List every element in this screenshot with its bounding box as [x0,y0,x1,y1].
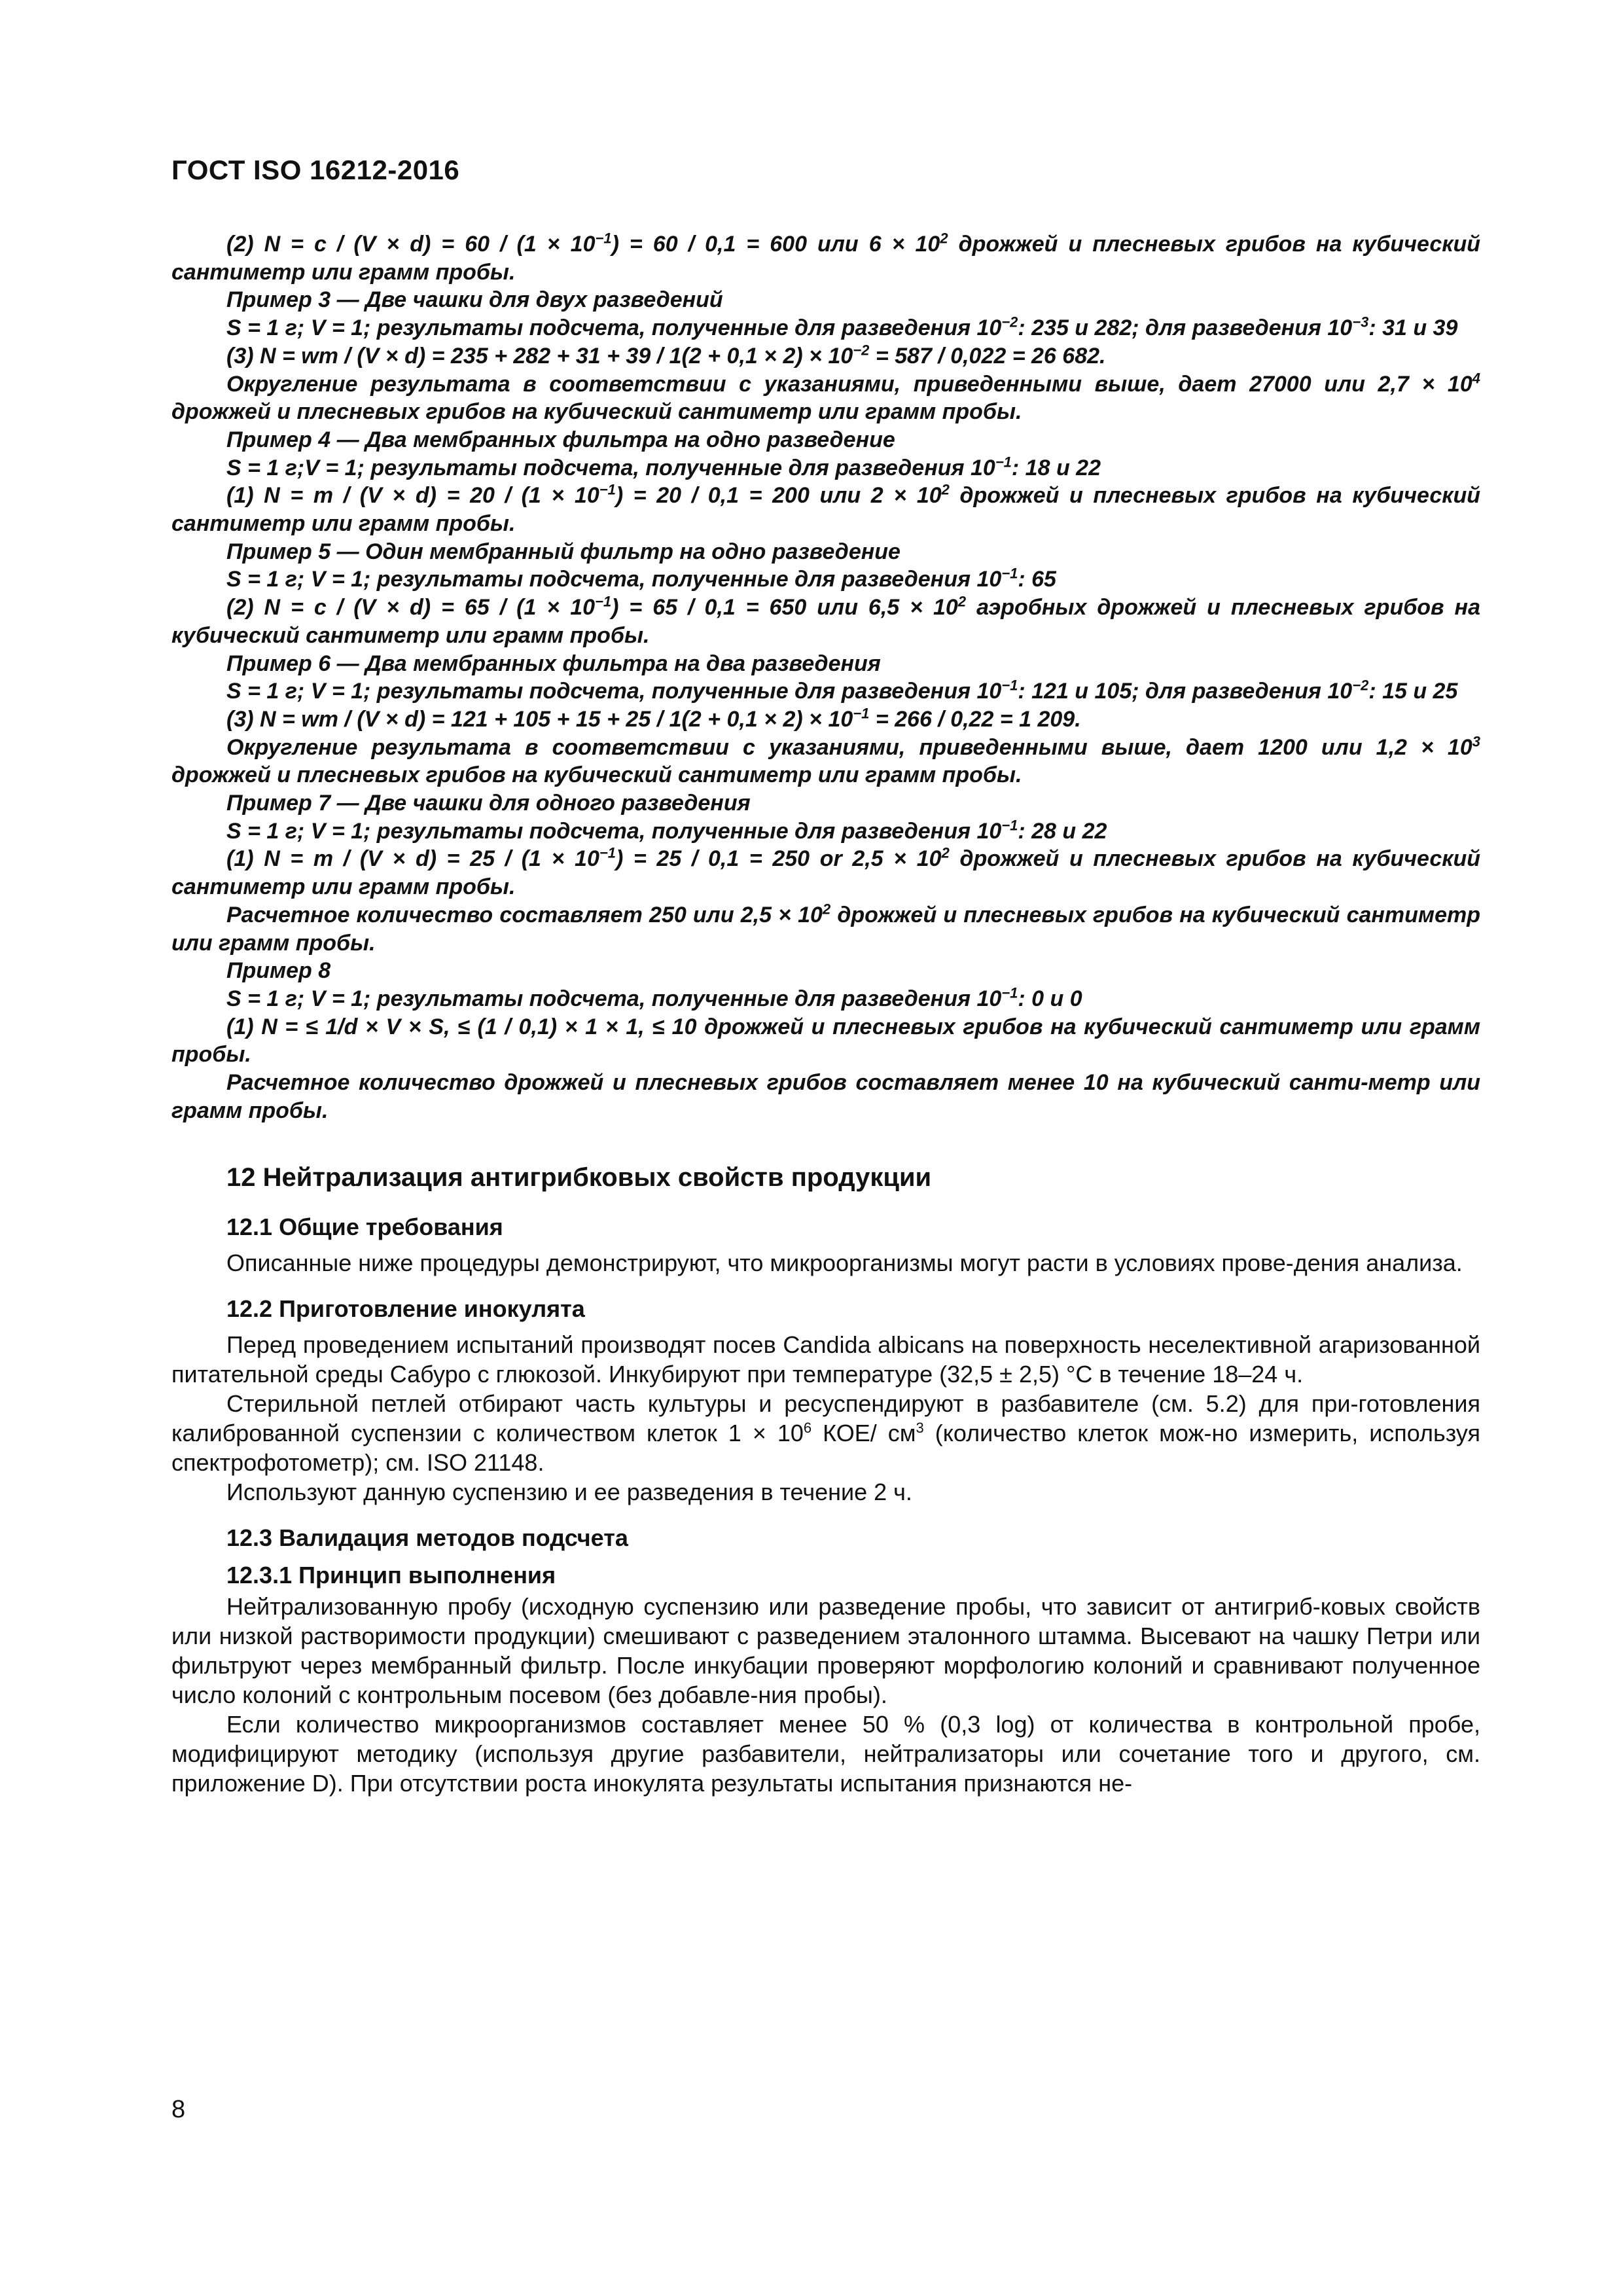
example-line: Пример 5 — Один мембранный фильтр на одно разведение [226,539,901,564]
examples-block [171,230,1480,1125]
example-line: Пример 8 [226,958,331,984]
example-line: Округление результата в соответствии с указаниями, приведенными выше, дает 27000 или $2,7 \times 10^4$ дрожжей и плесневых грибов на кубический сантиметр или грамм пробы. [171,370,1480,425]
example-line: (2) $N = c / (V \times d) = 60 / (1 \times 10^{-1}) = 60 / 0,1 = 600$ или $6 \times 10^2$ дрожжей и плесневых грибов на кубический сантиметр или грамм пробы. [171,230,1481,285]
paragraph: Описанные ниже процедуры демонстрируют, что микроорганизмы могут расти в условиях прове-дения анализа. [226,1249,1463,1276]
example-line: Пример 4 — Два мембранных фильтра на одно разведение [226,427,895,452]
example-line: (3) N = wm / $(V \times d) = 235 + 282 + 31 + 39 / 1(2 + 0,1 \times 2) \times 10^{-2} = 587 / 0,022 = 26$ 682. [226,342,1106,368]
page-header: ГОСТ ISO 16212-2016 [171,154,460,185]
example-line: Пример 6 — Два мембранных фильтра на два разведения [226,651,881,676]
section-12-1-body [171,1248,1480,1278]
section-12-2-heading: 12.2 Приготовление инокулята [226,1295,585,1322]
page-content [171,230,1480,1798]
section-12-3-1-body [171,1592,1480,1798]
example-line: S = 1 г; V = 1; результаты подсчета, полученные для разведения $10^{-1}$: 121 и 105; для разведения $10^{-2}$: 15 и 25 [226,677,1458,704]
example-line: S = 1 г; V = 1; результаты подсчета, полученные для разведения $10^{-1}$: 65 [226,565,1056,592]
example-line: (1) N = ≤ 1/d × V × S, ≤ (1 / 0,1) × 1 × 1, ≤ 10 дрожжей и плесневых грибов на кубический сантиметр или грамм пробы. [171,1014,1480,1067]
paragraph: Используют данную суспензию и ее разведения в течение 2 ч. [226,1478,912,1505]
section-12-3-heading: 12.3 Валидация методов подсчета [226,1524,628,1551]
example-line: S = 1 г; V = 1; результаты подсчета, полученные для разведения $10^{-1}$: 0 и 0 [226,984,1082,1011]
example-line: S = 1 г;V = 1; результаты подсчета, полученные для разведения $10^{-1}$: 18 и 22 [226,454,1101,480]
example-line: (1) $N = m / (V \times d) = 25 / (1 \times 10^{-1}) = 25 / 0,1 = 250$ or $2,5 \times 10^2$ дрожжей и плесневых грибов на кубический сантиметр или грамм пробы. [171,845,1480,900]
paragraph: Перед проведением испытаний производят посев Candida albicans на поверхность неселективной агаризованной питательной среды Сабуро с глюкозой. Инкубируют при температуре (32,5 ± 2,5) °С в течение 18–24 ч. [171,1331,1480,1388]
section-12-heading: 12 Нейтрализация антигрибковых свойств продукции [226,1162,932,1192]
example-line: S = 1 г; V = 1; результаты подсчета, полученные для разведения $10^{-1}$: 28 и 22 [226,817,1107,844]
paragraph: Нейтрализованную пробу (исходную суспензию или разведение пробы, что зависит от антигриб-ковых свойств или низкой растворимости продукции) смешивают с разведением эталонного штамма. Высевают на чашку Петри или фильтруют через мембранный фильтр. После инкубации проверяют морфологию колоний и сравнивают полученное число колоний с контрольным посевом (без добавле-ния пробы). [171,1592,1480,1708]
example-line: Расчетное количество дрожжей и плесневых грибов составляет менее 10 на кубический санти-метр или грамм пробы. [171,1070,1480,1123]
example-line: Расчетное количество составляет 250 или $2,5 \times 10^2$ дрожжей и плесневых грибов на кубический сантиметр или грамм пробы. [171,901,1480,956]
section-12-3-1-heading: 12.3.1 Принцип выполнения [226,1561,556,1588]
page-number: 8 [171,2096,186,2123]
example-line: S = 1 г; V = 1; результаты подсчета, полученные для разведения $10^{-2}$: 235 и 282; для разведения $10^{-3}$: 31 и 39 [226,314,1458,341]
example-line: Округление результата в соответствии с указаниями, приведенными выше, дает 1200 или $1,2 \times 10^3$ дрожжей и плесневых грибов на кубический сантиметр или грамм пробы. [171,733,1480,788]
example-line: (3) N = wm / $(V \times d) = 121 + 105 + 15 + 25 / 1(2 + 0,1 \times 2) \times 10^{-1} = 266 / 0,22 = 1$ 209. [226,705,1081,732]
paragraph: Если количество микроорганизмов составляет менее 50 % (0,3 log) от количества в контрольной пробе, модифицируют методику (используя другие разбавители, нейтрализаторы или сочетание того и другого, см. приложение D). При отсутствии роста инокулята результаты испытания признаются не- [171,1710,1480,1797]
example-line: Пример 3 — Две чашки для двух разведений [226,287,723,313]
example-line: (2) $N = c / (V \times d) = 65 / (1 \times 10^{-1}) = 65 / 0,1 = 650$ или $6,5 \times 10^2$ аэробных дрожжей и плесневых грибов на кубический сантиметр или грамм пробы. [171,593,1480,648]
example-line: (1) $N = m / (V \times d) = 20 / (1 \times 10^{-1}) = 20 / 0,1 = 200$ или $2 \times 10^2$ дрожжей и плесневых грибов на кубический сантиметр или грамм пробы. [171,482,1480,537]
paragraph: Стерильной петлей отбирают часть культуры и ресуспендируют в разбавителе (см. 5.2) для при-готовления калиброванной суспензии с количеством клеток $1 \times 10^6$ КОЕ/ $см^3$ (количество клеток мож-но измерить, используя спектрофотометр); см. ISO 21148. [171,1390,1480,1476]
example-line: Пример 7 — Две чашки для одного разведения [226,791,751,816]
section-12-2-body [171,1330,1480,1507]
section-12-1-heading: 12.1 Общие требования [226,1213,503,1240]
